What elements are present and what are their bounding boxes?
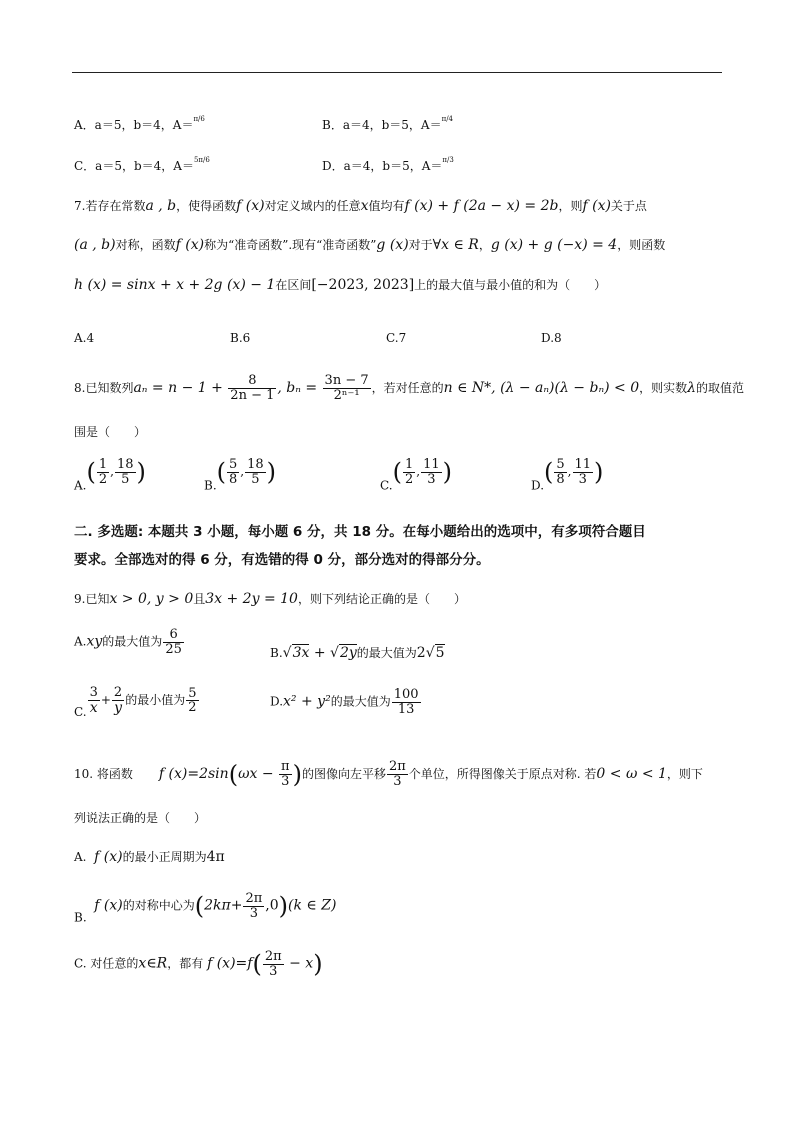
fraction-denominator: 3 (243, 906, 264, 921)
q7-point: (a , b) (74, 237, 116, 253)
q8-an: aₙ = n − 1 + (133, 380, 228, 396)
q6-option-a-text: A．a＝5，b＝4，A＝ (74, 118, 194, 132)
q10-text: 个单位，所得图像关于原点对称. 若 (408, 767, 597, 781)
q7-gx: g (x) (376, 237, 409, 253)
q8-lambda: λ (687, 380, 697, 396)
q7-option-c: C.7 (386, 331, 407, 345)
fraction-numerator: 5 (556, 457, 565, 472)
q8-an-fraction (228, 374, 276, 402)
q9-b-radicand: 5 (435, 645, 445, 661)
q7-text: 在区间 (275, 278, 312, 292)
q10-b-inner: 2kπ+ (204, 897, 243, 914)
option-label: D. (531, 478, 545, 493)
fraction-denominator: 13 (392, 702, 421, 717)
q9-d-expr: x² + y² (283, 693, 331, 710)
q10-c-text: ，都有 (167, 956, 204, 971)
fraction-numerator: 11 (423, 457, 440, 472)
q10-option-c: C. 对任意的x∈R，都有 f (x)=f( $\frac{2\pi}{3}$ − x) (74, 949, 323, 979)
q7-option-d: D.8 (541, 331, 562, 345)
q10-inner: ωx − (238, 766, 279, 782)
fraction-denominator: 2n − 1 (230, 388, 275, 403)
q7-fx: f (x) (582, 198, 611, 214)
q10-omega: 0 < ω < 1 (596, 766, 667, 782)
q6-option-c (74, 156, 210, 174)
q7-text: 对定义域内的任意 (264, 199, 361, 213)
q7-text: 7.若存在常数 (74, 199, 146, 213)
q10-a-text: 的最小正周期为 (122, 850, 207, 864)
q7-text: ，使得函数 (176, 199, 237, 213)
q9-a-text: 的最大值为 (102, 634, 163, 649)
q9-b-value: 2 (416, 645, 426, 661)
fraction-denominator: 3 (573, 472, 594, 487)
q9-b-rad1: 3x (292, 645, 310, 661)
q10-text: 10. 将函数 (74, 767, 133, 781)
q7-option-b: B.6 (230, 331, 251, 345)
fraction-denominator: 5 (115, 472, 136, 487)
q6-option-d-value: π/3 (442, 156, 454, 164)
q7-option-a: A.4 (74, 331, 95, 345)
q7-text: 对于 (408, 238, 433, 252)
q9-b-rad2: 2y (339, 645, 357, 661)
q9-a-expr: xy (86, 633, 103, 650)
fraction-numerator: 1 (404, 457, 414, 472)
q7-hx: h (x) = sinx + x + 2g (x) − 1 (74, 277, 276, 293)
q9-option-a (74, 628, 185, 656)
q6-option-b (322, 115, 453, 133)
q7-line3 (74, 275, 722, 295)
q8-option-a: A.( $\frac{1}{2}$ , $\frac{18}{5}$ ) (74, 457, 146, 493)
fraction-numerator: 2π (388, 759, 406, 775)
q8-text: 的取值范 (696, 381, 745, 395)
q7-line1 (74, 196, 722, 216)
q7-text: ， (478, 238, 491, 252)
q8-condition: n ∈ N*, (λ − aₙ)(λ − bₙ) < 0 (443, 380, 640, 396)
q7-interval: [−2023, 2023] (311, 277, 415, 293)
q9-line1 (74, 589, 722, 609)
q8-line1 (74, 368, 745, 408)
q10-line2: 列说法正确的是（ ） (74, 811, 207, 825)
q9-option-b: B.√3x + √2y的最大值为2√5 (270, 645, 445, 661)
fraction-denominator: 3 (279, 774, 292, 789)
fraction-numerator: 100 (393, 687, 419, 702)
q10-c-x: x∈R (138, 955, 168, 972)
q10-c-lhs: f (x)=f (207, 955, 253, 972)
q9-b-text: 的最大值为 (356, 646, 417, 660)
fraction-denominator: y (112, 700, 124, 716)
fraction-numerator: 11 (574, 457, 592, 472)
fraction-numerator: 18 (247, 457, 264, 472)
option-label: A. (74, 634, 87, 649)
q9-condition: 3x + 2y = 10 (205, 591, 298, 607)
q7-text: ，则 (558, 199, 583, 213)
q9-option-d (270, 688, 422, 716)
q7-text: ，则函数 (617, 238, 666, 252)
q7-fx: f (x) (236, 198, 265, 214)
q6-option-b-value: π/4 (441, 115, 454, 123)
q10-option-b: B. f (x)的对称中心为(2kπ+ $\frac{2\pi}{3}$ ,0)(k ∈ Z) (74, 891, 337, 925)
q7-equation: g (x) + g (−x) = 4 (490, 237, 618, 253)
q7-text: 关于点 (610, 199, 647, 213)
header-rule (72, 72, 722, 73)
q6-option-a-value: π/6 (193, 115, 205, 123)
q9-d-text: 的最大值为 (330, 694, 391, 709)
option-label: A. (74, 478, 87, 493)
fraction-numerator: 6 (169, 627, 178, 642)
q8-option-b: B.( $\frac{5}{8}$ , $\frac{18}{5}$ ) (204, 457, 277, 493)
fraction-denominator: 3 (387, 774, 408, 789)
option-label: D. (270, 694, 284, 709)
option-label: A. (74, 850, 87, 864)
fraction-numerator: 5 (229, 457, 238, 472)
q9-c-text: 的最小值为 (125, 693, 186, 708)
q7-ab: a , b (145, 198, 177, 214)
q8-option-c: C.( $\frac{1}{2}$ , $\frac{11}{3}$ ) (380, 457, 452, 493)
q10-c-text: 对任意的 (90, 956, 139, 971)
q6-option-d (322, 156, 454, 174)
q10-a-value: 4π (206, 849, 225, 865)
fraction-numerator: 1 (98, 457, 108, 472)
q8-text: ，则实数 (639, 381, 688, 395)
fraction-denominator: 2 (98, 471, 108, 487)
q7-fx: f (x) (175, 237, 205, 253)
q9-option-c: C. $\frac{3}{x}$ + $\frac{2}{y}$ 的最小值为 $\frac{5}{2}$ (74, 685, 197, 720)
option-label: C. (74, 705, 87, 720)
q8-line2: 围是（ ） (74, 425, 147, 439)
fraction-denominator: 5 (245, 472, 266, 487)
q8-text: ，若对任意的 (371, 381, 444, 395)
q10-text: ，则下 (666, 767, 703, 781)
option-label: B. (270, 646, 283, 660)
option-label: C. (74, 956, 87, 971)
q6-option-c-value: 5π/6 (193, 156, 210, 164)
q6-option-d-text: D．a＝4，b＝5，A＝ (322, 159, 443, 173)
q7-equation: f (x) + f (2a − x) = 2b (404, 198, 559, 214)
q7-text: 对称，函数 (115, 238, 176, 252)
q10-option-a (74, 848, 225, 865)
q9-text: 9.已知 (74, 592, 110, 606)
q6-option-a (74, 115, 205, 133)
q10-b-expr: f (x) (94, 897, 123, 914)
fraction-denominator: 2 (188, 700, 197, 716)
fraction-numerator: 2π (264, 949, 282, 964)
option-label: B. (204, 478, 217, 493)
section-heading-line1: 二. 多选题: 本题共 3 小题，每小题 6 分，共 18 分。在每小题给出的选项中，有多项符合题目 (74, 524, 646, 540)
q7-text: 值均有 (368, 199, 405, 213)
q8-text: 8.已知数列 (74, 381, 134, 395)
fraction-numerator: 2π (245, 891, 263, 906)
fraction-denominator: 25 (165, 641, 182, 657)
q10-fx: f (x)=2sin (158, 766, 229, 782)
fraction-numerator: 18 (116, 457, 134, 472)
fraction-numerator: 3 (89, 685, 98, 700)
q6-option-c-text: C．a＝5，b＝4，A＝ (74, 159, 194, 173)
fraction-denominator: 3 (421, 472, 442, 487)
q7-line2 (74, 235, 722, 255)
q6-option-b-text: B．a＝4，b＝5，A＝ (322, 118, 442, 132)
q10-b-text: 的对称中心为 (122, 898, 195, 913)
fraction-numerator: 3n − 7 (324, 373, 369, 389)
section-heading-line2: 要求。全部选对的得 6 分，有选错的得 0 分，部分选对的得部分分。 (74, 552, 490, 568)
fraction-numerator: 5 (188, 685, 197, 701)
fraction-denominator: 8 (556, 471, 565, 487)
fraction-denominator: 2 (404, 471, 414, 487)
q10-b-tail: (k ∈ Z) (288, 897, 337, 914)
q7-x: x (360, 198, 369, 214)
q8-option-d: D.( $\frac{5}{8}$ , $\frac{11}{3}$ ) (531, 457, 604, 493)
q7-text: 称为“准奇函数”.现有“准奇函数” (204, 238, 377, 252)
option-label: B. (74, 910, 87, 925)
q7-forall: ∀x ∈ R (432, 237, 479, 253)
fraction-denominator: 2ⁿ⁻¹ (323, 388, 371, 403)
q10-text: 的图像向左平移 (301, 767, 386, 781)
q9-text: 且 (193, 592, 206, 606)
q10-a-expr: f (x) (94, 849, 123, 865)
q7-text: 上的最大值与最小值的和为（ ） (414, 278, 607, 292)
q10-line1: 10. 将函数 f (x)=2sin(ωx − $\frac{\pi}{3}$ )的图像向左平移 $\frac{2\pi}{3}$ 个单位，所得图像关于原点对称. 若0 < ω < 1，则下 (74, 759, 703, 789)
q9-condition: x > 0, y > 0 (109, 591, 194, 607)
fraction-denominator: x (88, 700, 100, 716)
fraction-denominator: 8 (229, 471, 238, 487)
q10-b-inner: ,0 (265, 897, 279, 914)
q8-bn: , bₙ = (277, 380, 322, 396)
fraction-numerator: π (281, 759, 290, 775)
q9-text: ，则下列结论正确的是（ ） (297, 592, 466, 606)
option-label: C. (380, 478, 393, 493)
q10-c-rhs: − x (284, 955, 314, 972)
fraction-denominator: 3 (263, 964, 284, 979)
fraction-numerator: 2 (113, 685, 123, 700)
q8-bn-fraction (323, 374, 371, 402)
fraction-numerator: 8 (248, 373, 257, 389)
